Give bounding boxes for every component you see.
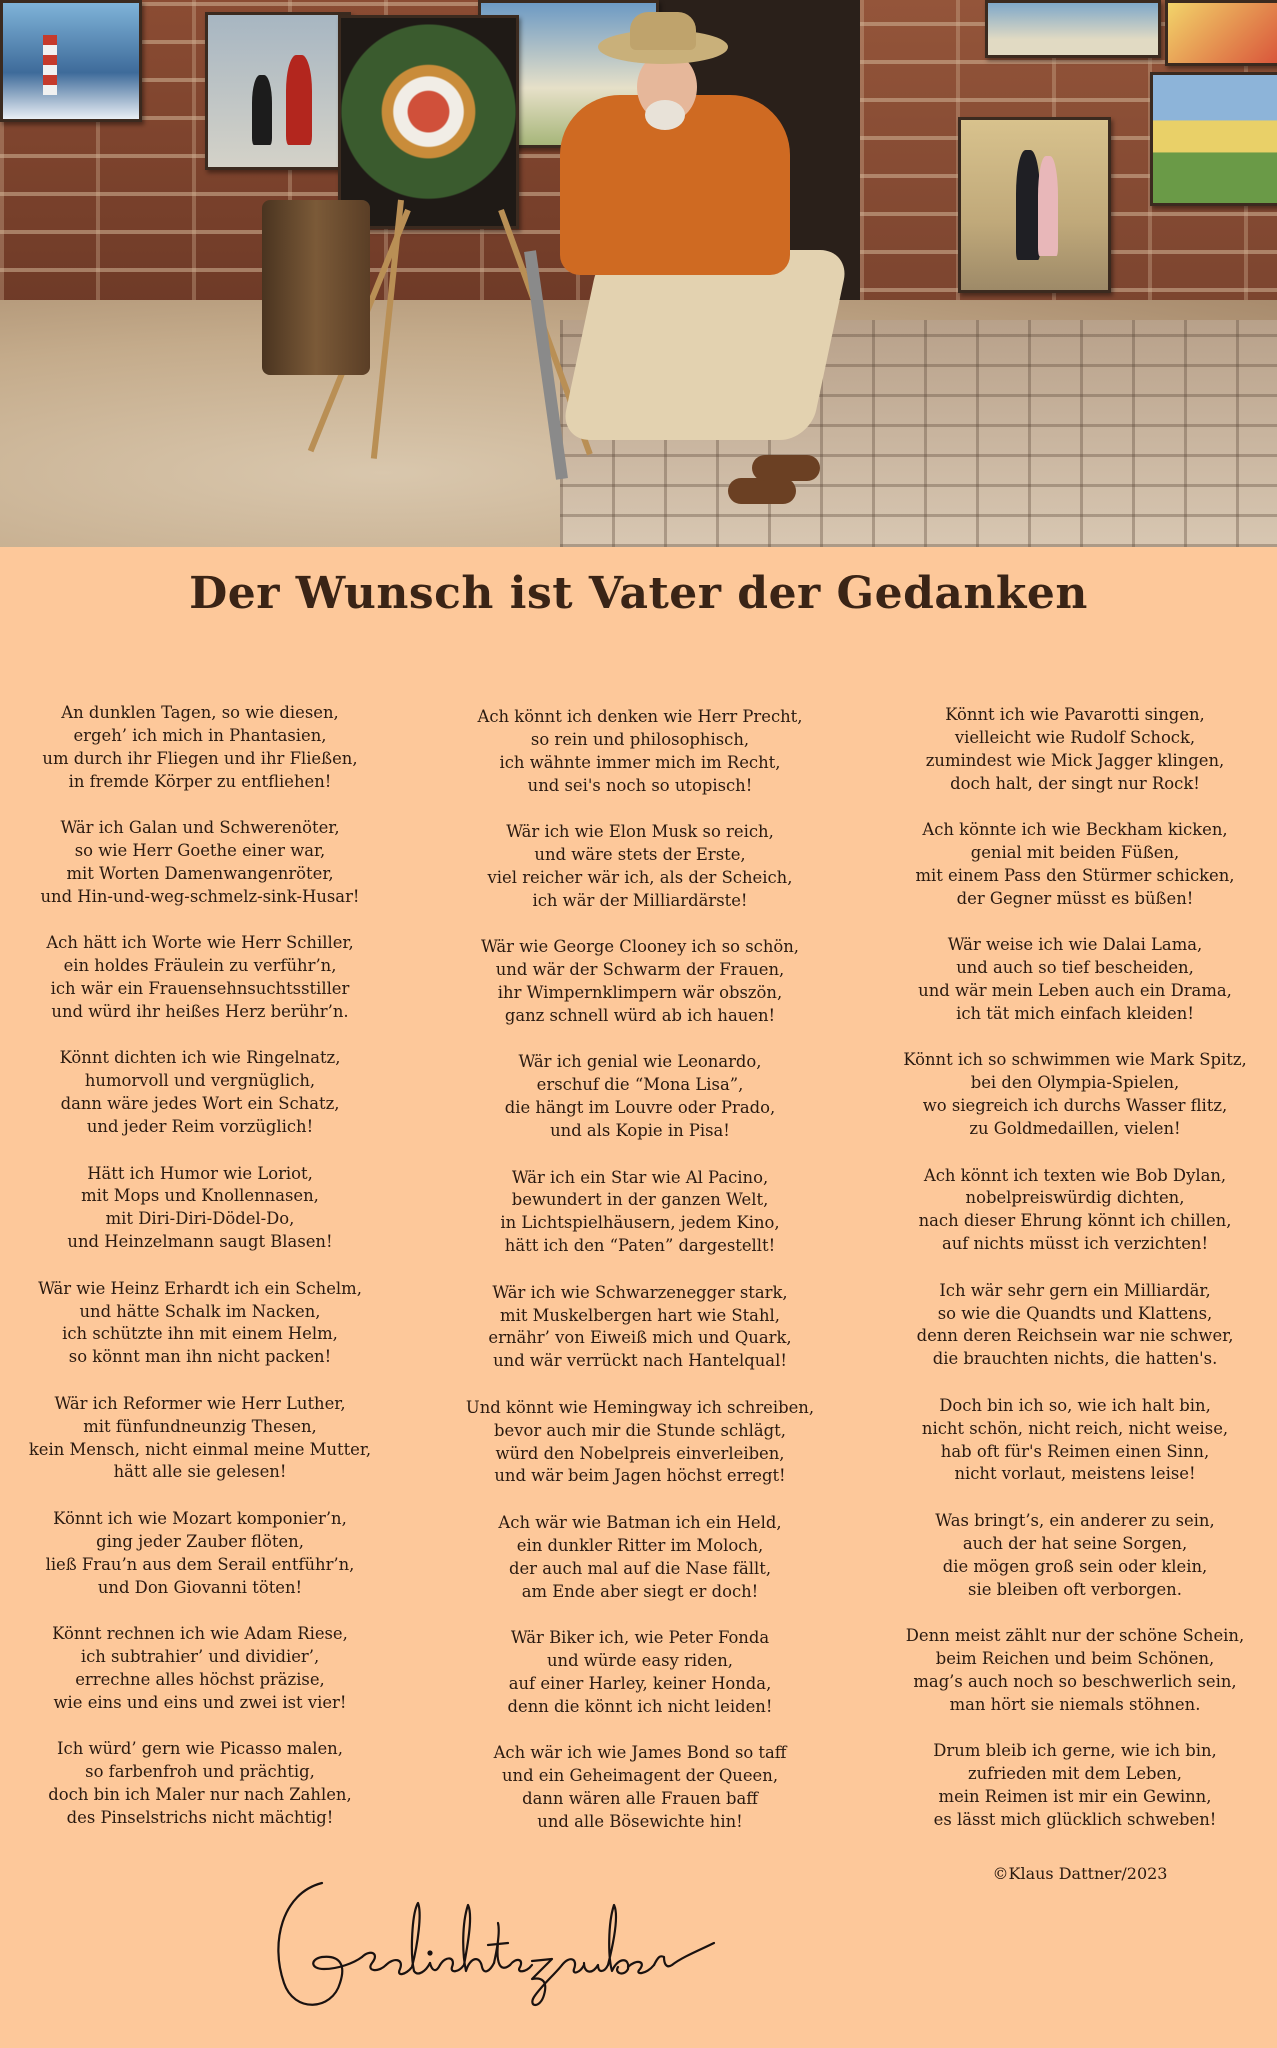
poem-line: der Gegner müsst es büßen! [956,888,1194,908]
poem-line: Wär ich ein Star wie Al Pacino, [511,1167,769,1187]
poem-line: kein Mensch, nicht einmal meine Mutter, [28,1439,372,1459]
poem-line: mag’s auch noch so beschwerlich sein, [913,1671,1237,1691]
poem-line: auf nichts müsst ich verzichten! [941,1234,1209,1254]
poem-line: Denn meist zählt nur der schöne Schein, [905,1626,1245,1645]
poem-stanza [460,1167,820,1259]
poem-stanza [895,934,1255,1026]
poem-line: ich wär ein Frauensehnsuchtsstiller [50,979,350,999]
poem-line: und Don Giovanni töten! [97,1577,303,1597]
poem-line: Ach wär ich wie James Bond so taff [493,1743,787,1763]
poem-line: nicht vorlaut, meistens leise! [954,1464,1196,1484]
poem-line: Wär wie George Clooney ich so schön, [480,937,800,957]
poem-line: Ach könnt ich texten wie Bob Dylan, [923,1165,1227,1185]
sandal [752,455,820,481]
poem-line: mit Diri-Diri-Dödel-Do, [105,1209,295,1229]
poem-stanza [460,1051,820,1143]
poem-line: und als Kopie in Pisa! [550,1121,730,1141]
poem-line: und sei's noch so utopisch! [527,775,753,795]
poem-line: so rein und philosophisch, [530,729,750,749]
poem-line: und hätte Schalk im Nacken, [79,1301,321,1321]
poem-line: Doch bin ich so, wie ich halt bin, [939,1395,1211,1415]
poem-stanza [20,702,380,794]
poem-line: errechne alles höchst präzise, [75,1669,325,1689]
poem-line: zufrieden mit dem Leben, [967,1764,1183,1784]
poem-line: nobelpreiswürdig dichten, [965,1188,1185,1208]
poem-line: auch der hat seine Sorgen, [962,1533,1188,1553]
poem-line: dann wäre jedes Wort ein Schatz, [60,1094,340,1114]
poem-line: Ach könnt ich denken wie Herr Precht, [477,707,803,726]
poem-line: hab oft für's Reimen einen Sinn, [940,1441,1210,1461]
poem-stanza [20,1163,380,1255]
poem-stanza [20,1393,380,1485]
poem-line: sie bleiben oft verborgen. [968,1579,1182,1599]
poem-line: die mögen groß sein oder klein, [942,1556,1208,1576]
poem-stanza [20,1623,380,1715]
poem-line: Wär ich wie Elon Musk so reich, [506,822,774,842]
poem-line: mit Mops und Knollennasen, [81,1186,319,1206]
poem-line: Könnt ich wie Mozart komponier’n, [53,1508,347,1528]
poem-line: denn die könnt ich nicht leiden! [507,1696,773,1716]
poem-stanza [460,936,820,1028]
poem-stanza [20,1047,380,1139]
poem-line: bei den Olympia-Spielen, [970,1073,1180,1093]
poem-line: Ach hätt ich Worte wie Herr Schiller, [46,933,354,953]
poem-line: Ich würd’ gern wie Picasso malen, [57,1739,343,1759]
poem-line: wie eins und eins und zwei ist vier! [53,1692,347,1712]
poem-line: Wär ich wie Schwarzenegger stark, [492,1282,788,1302]
poem-column-3 [895,704,1255,1855]
poem-line: Ich wär sehr gern ein Milliardär, [939,1280,1211,1300]
poem-line: doch bin ich Maler nur nach Zahlen, [48,1784,352,1804]
poem-line: mit einem Pass den Stürmer schicken, [915,865,1235,885]
poem-line: und Hin-und-weg-schmelz-sink-Husar! [40,886,360,906]
poem-line: und wär mein Leben auch ein Drama, [918,981,1232,1001]
poem-line: nicht schön, nicht reich, nicht weise, [921,1418,1229,1438]
poem-stanza [895,819,1255,911]
poem-line: so farbenfroh und prächtig, [85,1762,315,1782]
poem-line: Könnt rechnen ich wie Adam Riese, [52,1624,348,1643]
poem-line: mit Worten Damenwangenröter, [66,863,334,883]
poem-stanza [20,1278,380,1370]
poem-line: es lässt mich glücklich schweben! [933,1809,1217,1829]
poem-line: die hängt im Louvre oder Prado, [504,1098,776,1118]
poem-line: und Heinzelmann saugt Blasen! [67,1232,333,1252]
poem-line: und alle Bösewichte hin! [537,1811,743,1831]
poem-line: und würd ihr heißes Herz berühr’n. [51,1001,349,1021]
poem-stanza [460,1627,820,1719]
poem-column-2 [460,706,820,1857]
poem-stanza [895,1740,1255,1832]
poem-stanza [460,1282,820,1374]
poem-line: ließ Frau’n aus dem Serail entführ’n, [45,1554,355,1574]
poem-line: An dunklen Tagen, so wie diesen, [61,703,339,722]
poem-line: bevor auch mir die Stunde schlägt, [494,1420,786,1440]
poem-line: ich wär der Milliardärste! [532,890,748,910]
poem-line: und würde easy riden, [546,1650,734,1670]
poem-stanza [20,932,380,1024]
poem-line: Wär ich Galan und Schwerenöter, [60,818,340,838]
poem-line: mein Reimen ist mir ein Gewinn, [938,1786,1212,1806]
poem-line: viel reicher wär ich, als der Scheich, [487,867,793,887]
poem-line: Könnt dichten ich wie Ringelnatz, [59,1048,341,1068]
poem-line: und wäre stets der Erste, [534,845,746,865]
poem-column-1 [20,702,380,1853]
poem-line: und wär verrückt nach Hantelqual! [493,1351,787,1371]
poem-line: Was bringt’s, ein anderer zu sein, [935,1510,1215,1530]
poem-line: dann wären alle Frauen baff [522,1788,758,1808]
poem-line: Wär ich genial wie Leonardo, [518,1052,762,1072]
poem-line: doch halt, der singt nur Rock! [950,773,1200,793]
poem-line: in Lichtspielhäusern, jedem Kino, [500,1213,780,1233]
poem-line: ihr Wimpernklimpern wär obszön, [497,983,783,1003]
poem-line: Wär wie Heinz Erhardt ich ein Schelm, [38,1278,362,1298]
poem-line: in fremde Körper zu entfliehen! [68,771,332,791]
poem-line: Hätt ich Humor wie Loriot, [87,1163,313,1183]
poem-line: und ein Geheimagent der Queen, [501,1766,779,1786]
poem-stanza [460,821,820,913]
poem-line: nach dieser Ehrung könnt ich chillen, [918,1211,1232,1231]
poem-line: wo siegreich ich durchs Wasser flitz, [922,1096,1228,1116]
poem-line: ganz schnell würd ab ich hauen! [504,1005,776,1025]
poem-stanza [895,1510,1255,1602]
poem-stanza [460,706,820,798]
poem-line: Wär ich Reformer wie Herr Luther, [54,1393,346,1413]
poem-line: humorvoll und vergnüglich, [84,1071,316,1091]
poem-line: am Ende aber siegt er doch! [521,1581,759,1601]
painter-beard [645,100,685,130]
poem-line: der auch mal auf die Nase fällt, [508,1558,772,1578]
poem-line: die brauchten nichts, die hatten's. [932,1349,1218,1369]
poem-line: Ach könnte ich wie Beckham kicken, [922,820,1228,840]
poem-line: man hört sie niemals stöhnen. [949,1694,1201,1714]
poem-line: Könnt ich so schwimmen wie Mark Spitz, [903,1050,1247,1070]
poem-line: erschuf die “Mona Lisa”, [536,1075,744,1095]
poem-stanza [20,1508,380,1600]
poem-line: und jeder Reim vorzüglich! [86,1117,314,1137]
painting-flowers [338,15,519,229]
painting-lighthouse [0,0,142,122]
poem-line: Und könnt wie Hemingway ich schreiben, [465,1397,815,1417]
poem-line: vielleicht wie Rudolf Schock, [954,727,1196,747]
poem-line: und auch so tief bescheiden, [956,958,1194,978]
poem-line: so wie die Quandts und Klattens, [937,1303,1213,1323]
poem-stanza [895,1625,1255,1717]
poem-title: Der Wunsch ist Vater der Gedanken [189,568,1088,619]
signature-logo [262,1873,722,2023]
poem-line: auf einer Harley, keiner Honda, [508,1673,772,1693]
poem-stanza [460,1742,820,1834]
poem-line: denn deren Reichsein war nie schwer, [916,1326,1234,1346]
poem-line: bewundert in der ganzen Welt, [511,1190,769,1210]
poem-line: mit Muskelbergen hart wie Stahl, [500,1305,780,1325]
painting-street [985,0,1161,58]
poem-line: zu Goldmedaillen, vielen! [969,1119,1181,1139]
painting-abstract [1165,0,1277,66]
header-photo [0,0,1277,547]
painting-fields [1150,72,1277,206]
poem-line: ergeh’ ich mich in Phantasien, [73,725,327,745]
poem-line: ich tät mich einfach kleiden! [956,1003,1194,1023]
poem-stanza [895,1395,1255,1487]
poem-line: zumindest wie Mick Jagger klingen, [925,750,1225,770]
poem-stanza [20,1738,380,1830]
poem-line: Ach wär wie Batman ich ein Held, [498,1512,782,1532]
painting-dancers [205,12,351,170]
poem-line: mit fünfundneunzig Thesen, [83,1416,317,1436]
poem-stanza [460,1397,820,1489]
poem-line: Könnt ich wie Pavarotti singen, [945,705,1205,724]
poem-line: so wie Herr Goethe einer war, [74,841,326,861]
poem-stanza [20,817,380,909]
poem-line: beim Reichen und beim Schönen, [935,1648,1215,1668]
poem-line: genial mit beiden Füßen, [970,843,1180,863]
poem-stanza [895,704,1255,796]
tree-stump [262,200,370,375]
poem-line: so könnt man ihn nicht packen! [68,1347,332,1367]
poem-line: und wär der Schwarm der Frauen, [495,960,785,980]
painting-couple [958,117,1111,293]
poem-line: und wär beim Jagen höchst erregt! [494,1466,786,1486]
poem-line: Wär Biker ich, wie Peter Fonda [510,1628,770,1647]
poem-stanza [895,1165,1255,1257]
poem-line: ging jeder Zauber flöten, [96,1531,304,1551]
poem-line: hätt ich den “Paten” dargestellt! [504,1236,776,1256]
poem-line: Drum bleib ich gerne, wie ich bin, [933,1741,1217,1761]
painter-hat [630,12,696,50]
poem-line: ernähr’ von Eiweiß mich und Quark, [488,1328,792,1348]
poem-line: ich wähnte immer mich im Recht, [499,752,781,772]
copyright-notice: ©Klaus Dattner/2023 [992,1864,1168,1883]
poem-line: um durch ihr Fliegen und ihr Fließen, [42,748,358,768]
poem-line: ich schützte ihn mit einem Helm, [62,1324,338,1344]
poem-line: würd den Nobelpreis einverleiben, [495,1443,785,1463]
poem-stanza [895,1049,1255,1141]
sandal [728,478,796,504]
poem-line: ich subtrahier’ und dividier’, [80,1646,320,1666]
poem-line: ein dunkler Ritter im Moloch, [516,1535,764,1555]
poem-stanza [460,1512,820,1604]
poem-line: ein holdes Fräulein zu verführ’n, [63,956,337,976]
poem-line: des Pinselstrichs nicht mächtig! [66,1807,334,1827]
painter-legs [560,250,850,440]
poem-line: Wär weise ich wie Dalai Lama, [947,935,1203,955]
poem-line: hätt alle sie gelesen! [113,1462,287,1482]
poem-stanza [895,1280,1255,1372]
